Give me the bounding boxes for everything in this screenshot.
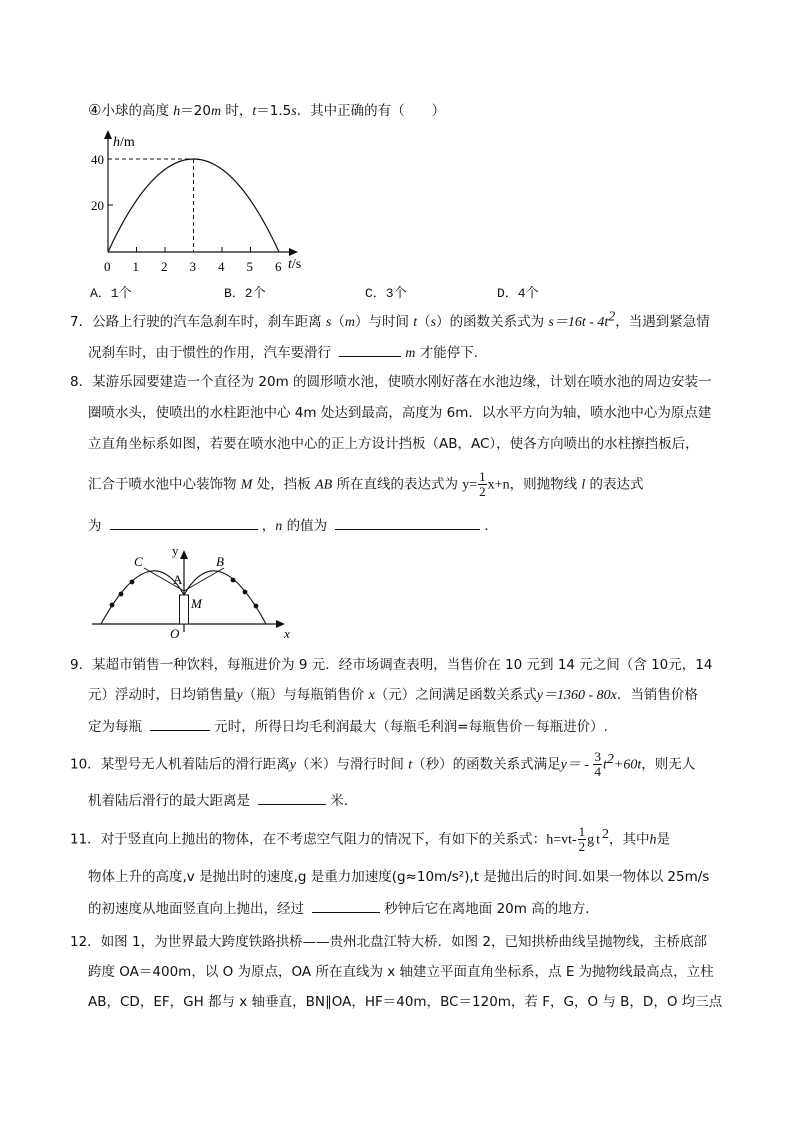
y-tick-20: 20 bbox=[91, 198, 104, 213]
answer-blank-n[interactable] bbox=[335, 515, 480, 530]
x-axis-arrow-icon bbox=[289, 248, 298, 256]
y-axis-arrow-icon bbox=[104, 130, 112, 139]
svg-text:3: 3 bbox=[189, 259, 196, 274]
q9-line-2: 元）浮动时，日均销售量y（瓶）与每瓶销售价 x（元）之间满足函数关系式y＝1360 - 80x．当销售价格 bbox=[88, 687, 698, 703]
label-x: x bbox=[284, 626, 290, 641]
y-tick-40: 40 bbox=[91, 152, 104, 167]
question-number: 12． bbox=[70, 934, 101, 950]
decoration-M bbox=[180, 595, 189, 624]
label-M: M bbox=[191, 596, 202, 611]
q11-line-1: 11．对于竖直向上抛出的物体，在不考虑空气阻力的情况下，有如下的关系式：h=vt- $\frac{1}{2}$ $gt^2$，其中h是 bbox=[70, 824, 671, 854]
q7-line-2: 况刹车时，由于惯性的作用，汽车要滑行 m 才能停下． bbox=[88, 342, 487, 364]
x-axis-label: t/s bbox=[288, 257, 302, 272]
question-number: 11． bbox=[70, 831, 101, 848]
svg-text:1: 1 bbox=[132, 259, 139, 274]
answer-blank[interactable] bbox=[312, 898, 380, 913]
fraction: $\frac{3}{4}$ bbox=[594, 749, 601, 779]
answer-blank-parabola[interactable] bbox=[110, 515, 258, 530]
option-b[interactable]: B．2个 bbox=[224, 286, 266, 301]
label-C: C bbox=[134, 554, 143, 569]
svg-text:4: 4 bbox=[218, 259, 225, 274]
q10-line-2: 机着陆后滑行的最大距离是 米． bbox=[88, 790, 357, 811]
svg-text:2: 2 bbox=[161, 259, 168, 274]
label-y: y bbox=[172, 543, 179, 558]
label-A: A bbox=[173, 572, 183, 587]
question-number: 9． bbox=[70, 657, 93, 673]
y-axis-arrow-icon bbox=[180, 550, 188, 559]
q8-line-1: 8．某游乐园要建造一个直径为 20m 的圆形喷水池，使喷水刚好落在水池边缘，计划在喷水池的周边安装一 bbox=[70, 374, 712, 390]
q6-statement-4: ④小球的高度 h＝20m 时，t＝1.5s．其中正确的有（ ） bbox=[88, 101, 446, 119]
q8-line-3: 立直角坐标系如图，若要在喷水池中心的正上方设计挡板（AB，AC），使各方向喷出的水柱擦挡板后， bbox=[88, 436, 699, 452]
y-axis-label: h/m bbox=[113, 135, 135, 150]
q7-line-1: 7．公路上行驶的汽车急刹车时，刹车距离 s（m）与时间 t（s）的函数关系式为 $s=16t - 4t^2$，当遇到紧急情 bbox=[70, 309, 710, 330]
q12-line-2: 跨度 OA＝400m，以 O 为原点，OA 所在直线为 x 轴建立平面直角坐标系，点 E 为抛物线最高点，立柱 bbox=[88, 964, 714, 980]
baffle-AB bbox=[184, 568, 224, 591]
q9-line-1: 9．某超市销售一种饮料，每瓶进价为 9 元．经市场调查表明，当售价在 10 元到 14 元之间（含 10元，14 bbox=[70, 657, 713, 673]
option-a[interactable]: A．1个 bbox=[90, 286, 132, 301]
svg-text:6: 6 bbox=[275, 259, 282, 274]
x-tick-labels bbox=[104, 259, 282, 274]
svg-text:5: 5 bbox=[246, 259, 253, 274]
q12-line-3: AB，CD，EF，GH 都与 x 轴垂直，BN∥OA，HF＝40m，BC＝120m，若 F，G，O 与 B，D，O 均三点 bbox=[88, 994, 723, 1010]
q8-line-4: 汇合于喷水池中心装饰物 M 处，挡板 AB 所在直线的表达式为 y= $\frac{1}{2}$ x+n，则抛物线 l 的表达式 bbox=[88, 469, 644, 499]
q8-line-2: 圈喷水头，使喷出的水柱距池中心 4m 处达到最高，高度为 6m．以水平方向为轴，喷水池中心为原点建 bbox=[88, 405, 712, 421]
q9-line-3: 定为每瓶 元时，所得日均毛利润最大（每瓶毛利润=每瓶售价－每瓶进价）. bbox=[88, 716, 608, 737]
q11-line-2: 物体上升的高度,v 是抛出时的速度,g 是重力加速度(g≈10m/s²),t 是抛出后的时间.如果一物体以 25m/s bbox=[88, 869, 710, 885]
question-number: 8． bbox=[70, 374, 93, 390]
answer-blank[interactable] bbox=[150, 716, 210, 731]
question-number: 10． bbox=[70, 756, 101, 773]
height-time-chart bbox=[90, 125, 320, 280]
label-B: B bbox=[216, 554, 224, 569]
fraction: $\frac{1}{2}$ bbox=[578, 824, 586, 854]
option-d[interactable]: D．4个 bbox=[497, 286, 539, 301]
left-parabola bbox=[101, 571, 184, 624]
svg-text:0: 0 bbox=[104, 259, 111, 274]
fraction: $\frac{1}{2}$ bbox=[479, 469, 486, 499]
label-O: O bbox=[170, 626, 180, 641]
q11-line-3: 的初速度从地面竖直向上抛出，经过 秒钟后它在离地面 20m 高的地方． bbox=[88, 898, 599, 919]
q8-line-5: 为 ，n 的值为 ． bbox=[88, 515, 498, 537]
answer-blank[interactable] bbox=[258, 790, 326, 805]
question-number: 7． bbox=[70, 314, 93, 330]
answer-blank[interactable] bbox=[339, 342, 401, 357]
option-c[interactable]: C．3个 bbox=[365, 286, 407, 301]
q12-line-1: 12．如图 1，为世界最大跨度铁路拱桥——贵州北盘江特大桥．如图 2，已知拱桥曲线呈抛物线，主桥底部 bbox=[70, 934, 707, 950]
fountain-diagram bbox=[90, 535, 310, 645]
q10-line-1: 10．某型号无人机着陆后的滑行距离y（米）与滑行时间 t（秒）的函数关系式满足y＝ - $\frac{3}{4}$ $t^2+60t$，则无人 bbox=[70, 749, 696, 779]
